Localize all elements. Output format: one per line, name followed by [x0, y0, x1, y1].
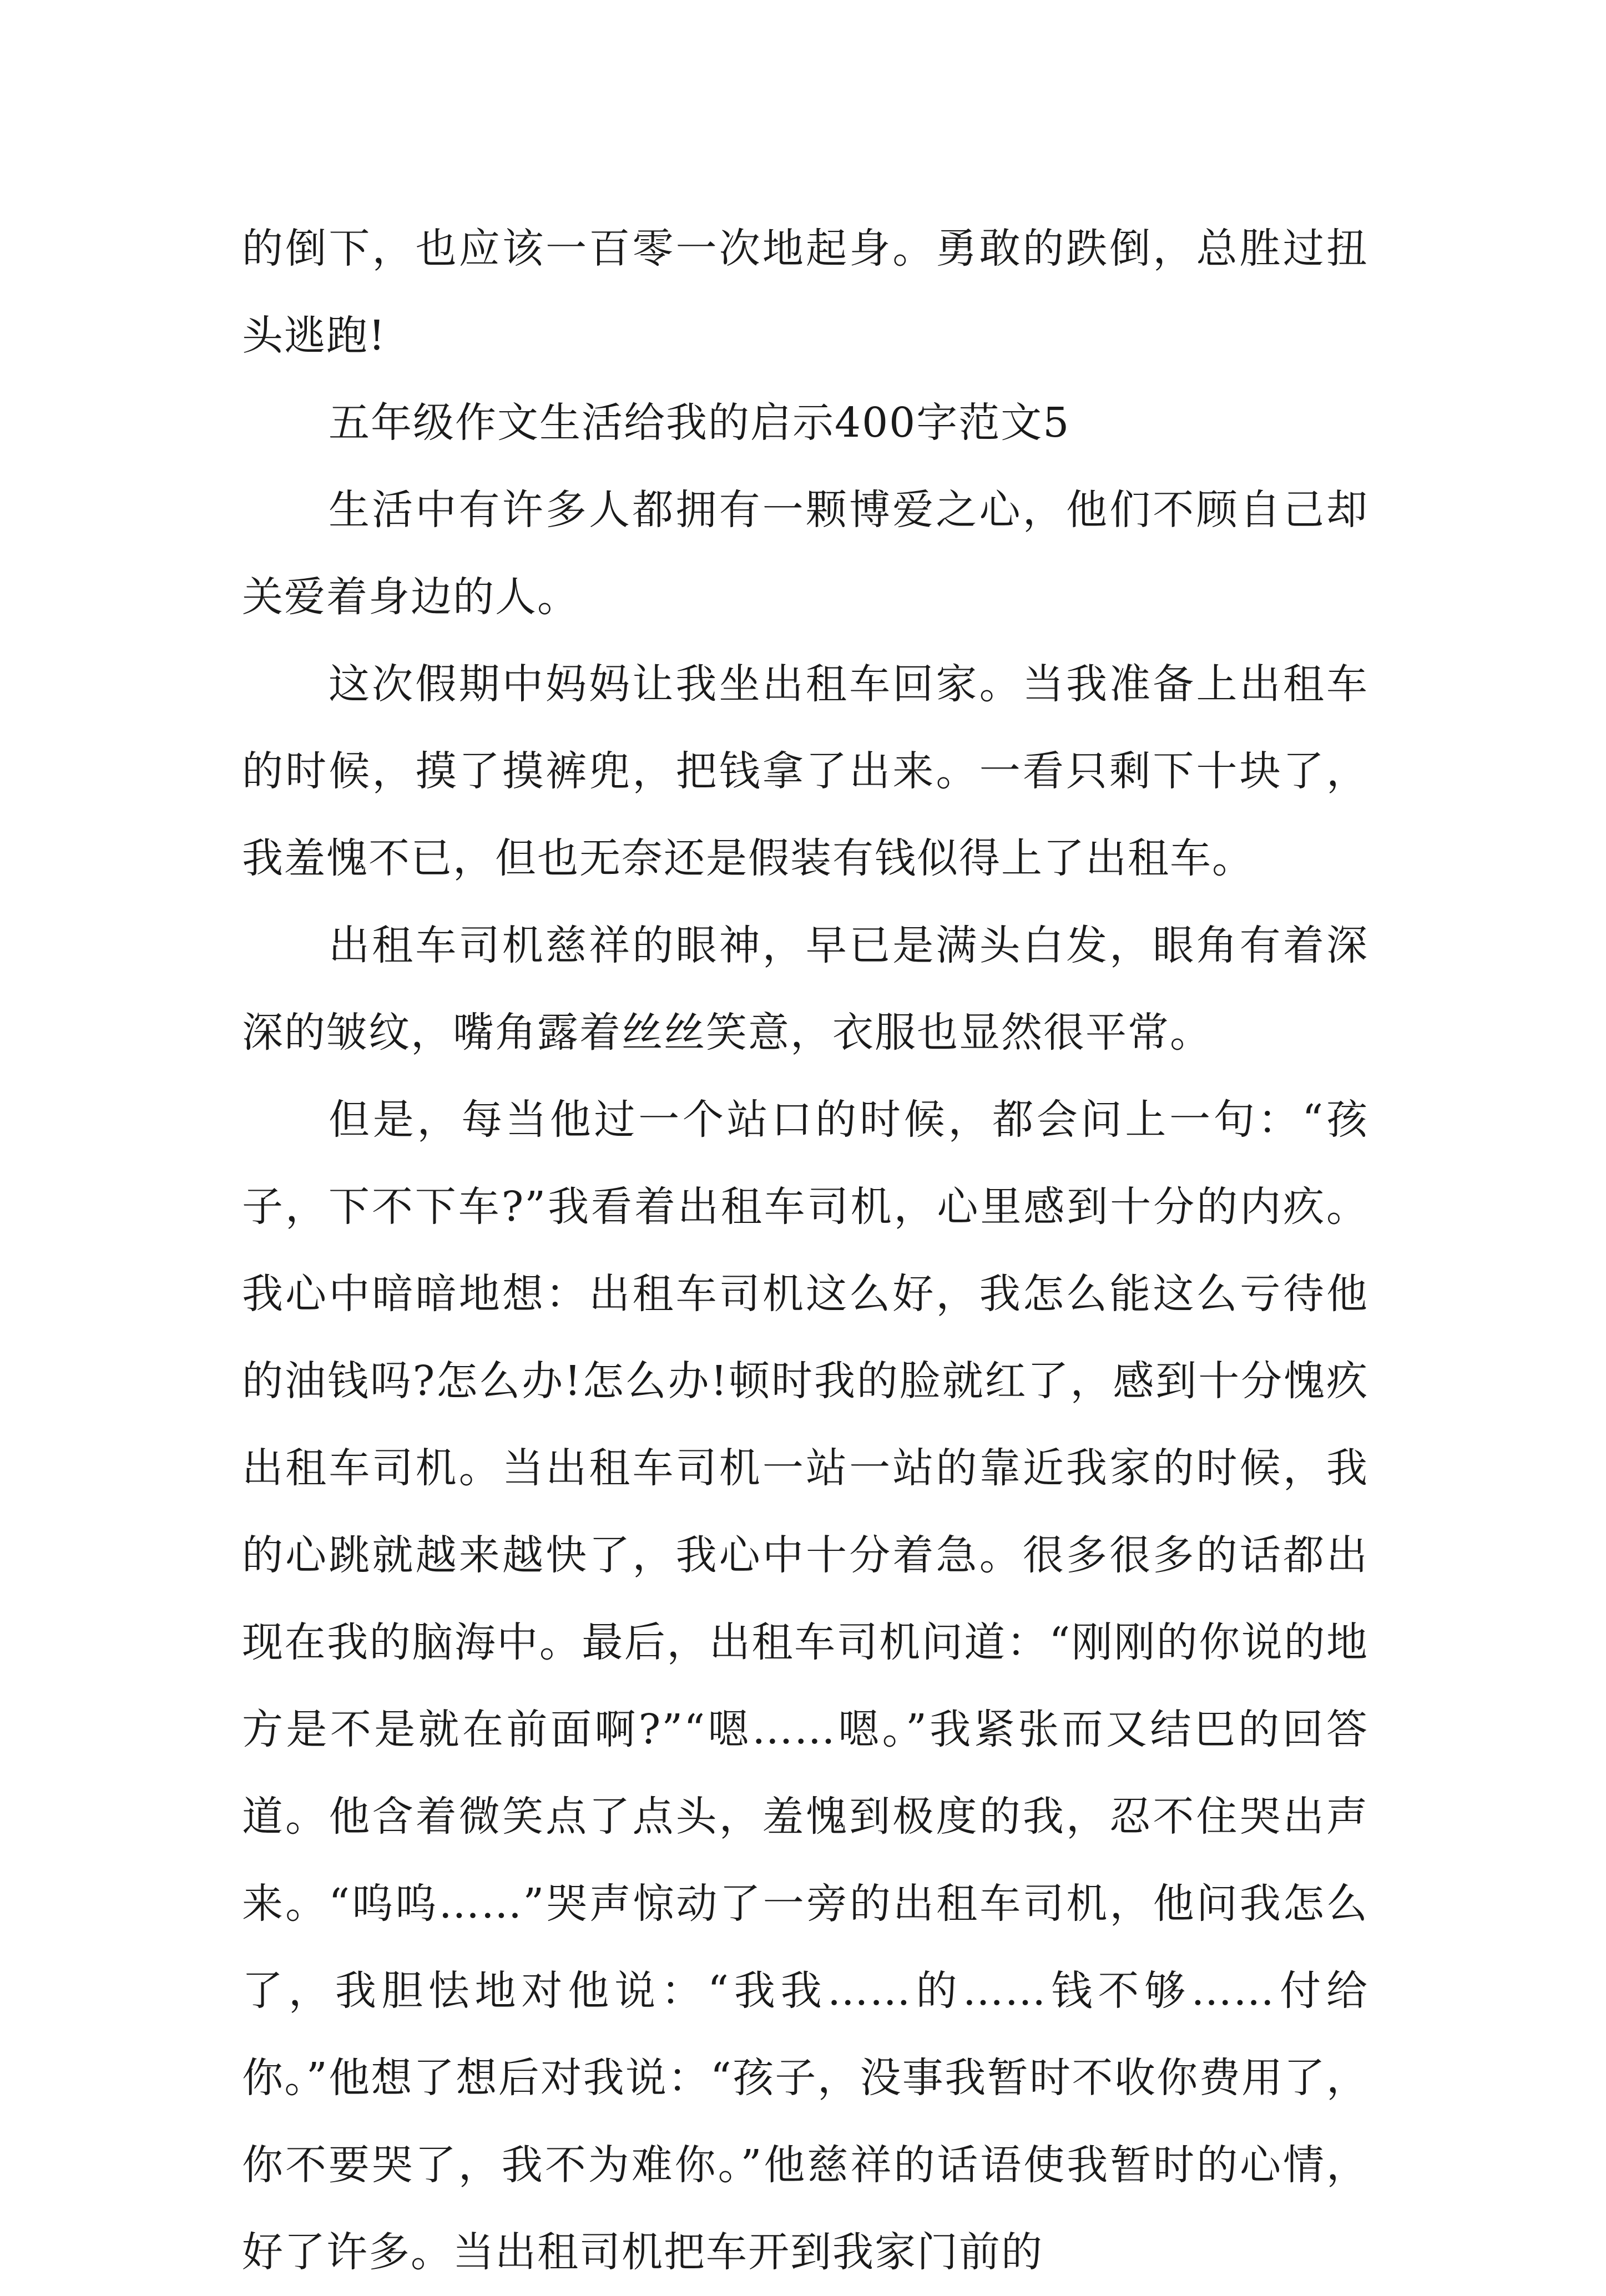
section-heading: 五年级作文生活给我的启示400字范文5 — [329, 399, 1070, 447]
document-body — [242, 205, 1368, 2296]
paragraph-continuation: 的倒下，也应该一百零一次地起身。勇敢的跌倒，总胜过扭头逃跑! — [242, 225, 1368, 360]
paragraph: 生活中有许多人都拥有一颗博爱之心，他们不顾自己却关爱着身边的人。 — [242, 486, 1368, 621]
paragraph: 但是，每当他过一个站口的时候，都会问上一句：“孩子，下不下车?”我看着出租车司机，心里感到十分的内疚。我心中暗暗地想：出租车司机这么好，我怎么能这么亏待他的油钱吗?怎么办!怎么办!顿时我的脸就红了，感到十分愧疚出租车司机。当出租车司机一站一站的靠近我家的时候，我的心跳就越来越快了，我心中十分着急。很多很多的话都出现在我的脑海中。最后，出租车司机问道：“刚刚的你说的地方是不是就在前面啊?”“嗯……嗯。”我紧张而又结巴的回答道。他含着微笑点了点头，羞愧到极度的我，忍不住哭出声来。“呜呜……”哭声惊动了一旁的出租车司机，他问我怎么了，我胆怯地对他说：“我我……的……钱不够……付给你。”他想了想后对我说：“孩子，没事我暂时不收你费用了，你不要哭了，我不为难你。”他慈祥的话语使我暂时的心情，好了许多。当出租司机把车开到我家门前的 — [242, 1096, 1368, 2276]
paragraph: 这次假期中妈妈让我坐出租车回家。当我准备上出租车的时候，摸了摸裤兜，把钱拿了出来。一看只剩下十块了，我羞愧不已，但也无奈还是假装有钱似得上了出租车。 — [242, 660, 1368, 882]
paragraph: 出租车司机慈祥的眼神，早已是满头白发，眼角有着深深的皱纹，嘴角露着丝丝笑意，衣服也显然很平常。 — [242, 922, 1368, 1056]
